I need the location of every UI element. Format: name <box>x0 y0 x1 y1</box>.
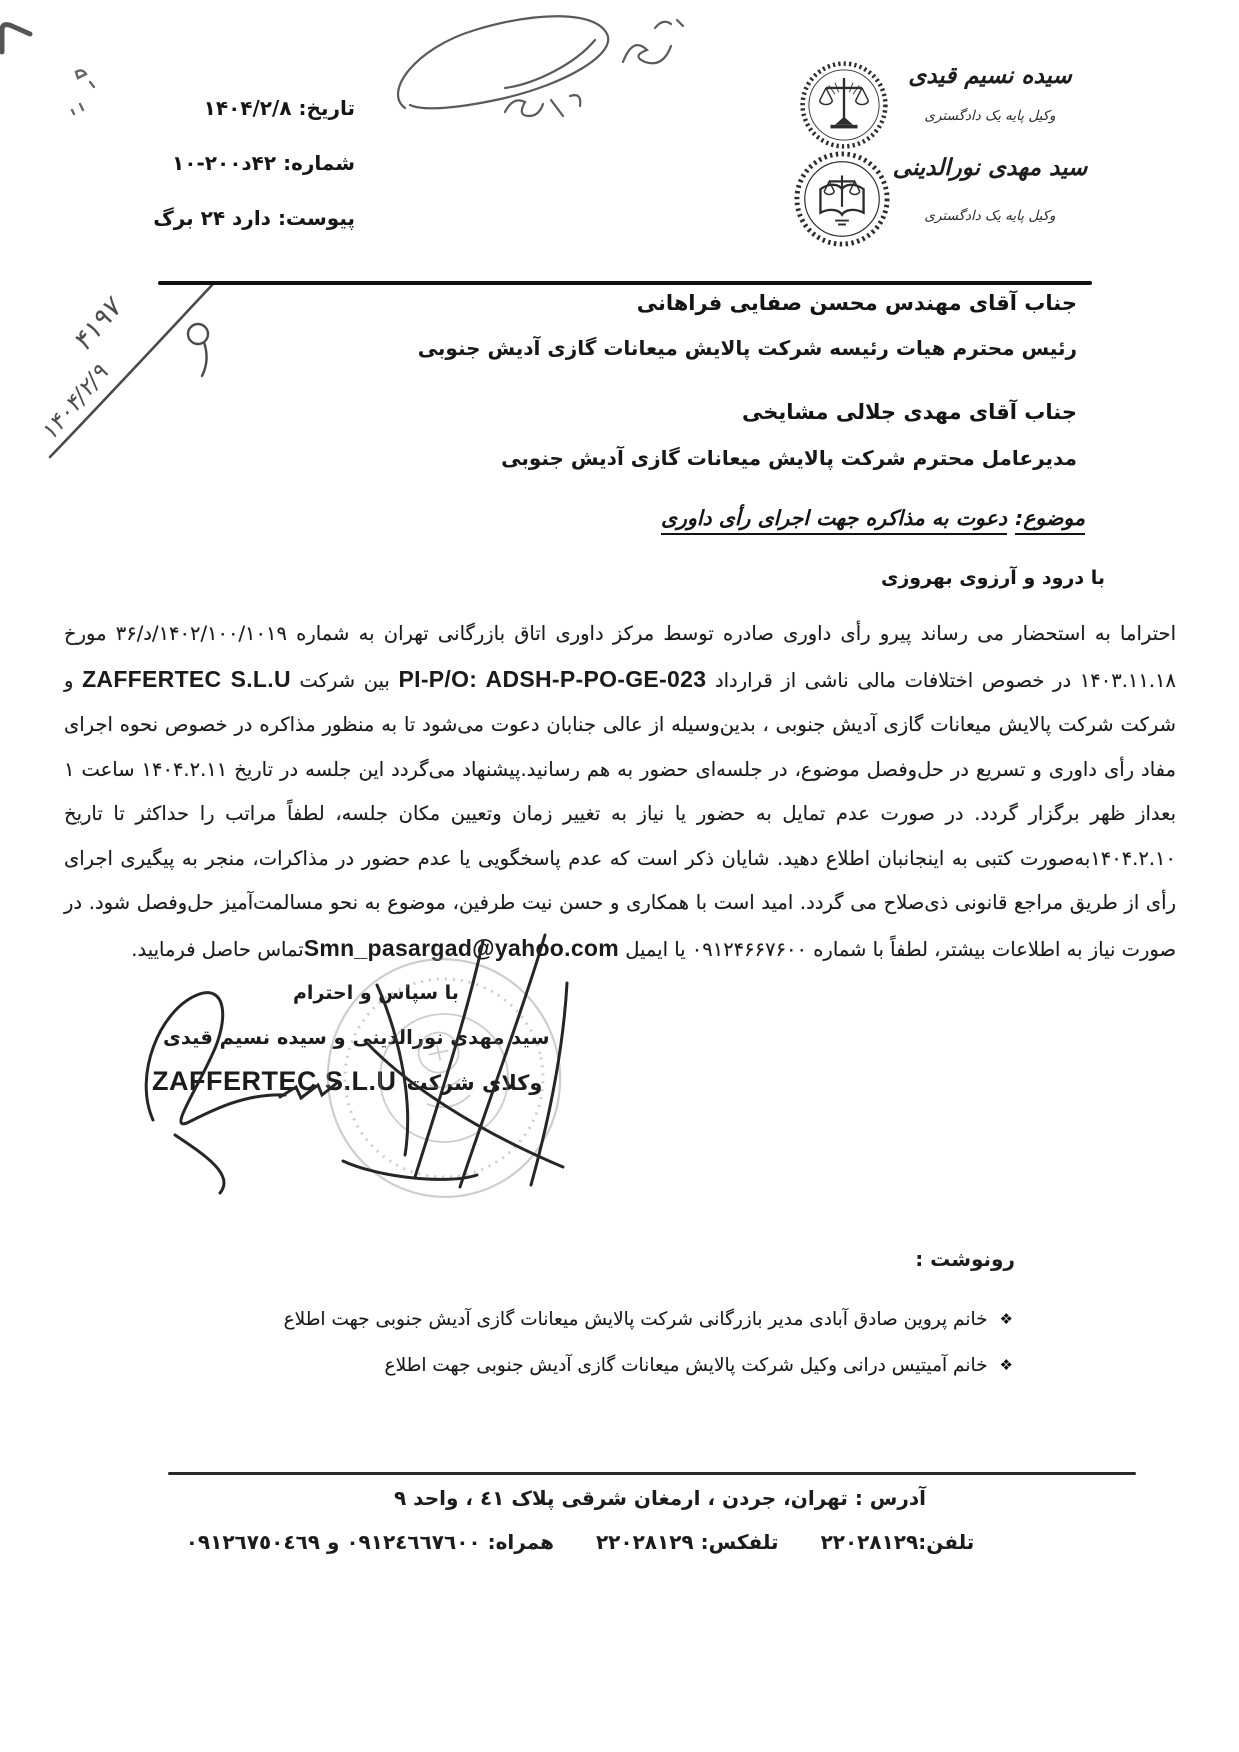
attachment-label: پیوست: <box>277 206 355 230</box>
handwritten-date: ۱۴۰۴/۲/۹ <box>36 360 114 446</box>
cc-list <box>284 1296 1013 1388</box>
diamond-bullet-icon: ❖ <box>999 1310 1013 1328</box>
bar-association-emblem-icon <box>799 60 889 150</box>
footer-mobile: همراه: ٠٩١٢٤٦٦٧٦٠٠ و ٠٩١٢٦٧٥٠٤٦٩ <box>185 1530 554 1554</box>
cc-item-text: خانم آمیتیس درانی وکیل شرکت پالایش میعانات گازی آدیش جنوبی جهت اطلاع <box>384 1354 988 1376</box>
handwritten-registration-annotation <box>8 262 248 492</box>
diamond-bullet-icon: ❖ <box>999 1356 1013 1374</box>
footer-phone: تلفن:٢٢٠٢٨١٢٩ <box>820 1530 975 1554</box>
number-value: ۴۲د۲۰۰-۱۰ <box>172 151 277 175</box>
subject-text: دعوت به مذاکره جهت اجرای رأی داوری <box>661 506 1007 530</box>
footer-phones <box>80 1530 1080 1554</box>
body-latin-run: Smn_pasargad@yahoo.com <box>303 934 620 961</box>
recipient1-title: رئیس محترم هیات رئیسه شرکت پالایش میعانات گازی آدیش جنوبی <box>417 336 1077 360</box>
ink-specks <box>70 66 110 116</box>
signature-names: سید مهدی نورالدینی و سیده نسیم قیدی <box>163 1026 550 1049</box>
cc-label: رونوشت : <box>915 1247 1015 1271</box>
footer-address: آدرس : تهران، جردن ، ارمغان شرقی پلاک ٤١ ، واحد ٩ <box>393 1486 927 1510</box>
subject-line <box>661 506 1085 530</box>
lawyer2-title: وکیل پایه یک دادگستری <box>924 208 1056 224</box>
cc-item <box>284 1342 1013 1388</box>
handwritten-signatures <box>115 925 615 1220</box>
number-field <box>172 151 355 175</box>
lawyer2-name: سید مهدی نورالدینی <box>892 154 1088 181</box>
handwritten-note-scribble <box>355 0 695 130</box>
cc-item <box>284 1296 1013 1342</box>
handwritten-number: ۴۱۹۷ <box>66 293 128 358</box>
body-persian-run: و شرکت شرکت پالایش میعانات گازی آدیش جنوبی ، بدین‌وسیله از عالی جنابان دعوت می‌شود تا به منظور مذاکره در خصوص نحوه اجرای مفاد رأی داوری و تسریع در حل‌وفصل موضوع، در جلسه‌ای حضور به هم رسانید.پیشنهاد می‌گردد این جلسه در تاریخ ۱۴۰۴.۲.۱۱ ساعت ۱ بعداز ظهر برگزار گردد. در صورت عدم تمایل به حضور یا نیاز به تغییر زمان وتعیین مکان جلسه، لطفاً مراتب را حداکثر تا تاریخ ۱۴۰۴.۲.۱۰به‌صورت کتبی به اینجانبان اطلاع دهید. شایان ذکر است که عدم پاسخگویی یا عدم حضور در مذاکرات، منجر به پیگیری اجرای رأی از طریق مراجع قانونی ذی‌صلاح می گردد. امید است با همکاری و حسن نیت طرفین، موضوع به نحو مسالمت‌آمیز حل‌وفصل شود. در صورت نیاز به اطلاعات بیشتر، لطفاً با شماره ۰۹۱۲۴۶۶۷۶۰۰ یا ایمیل <box>64 668 1176 961</box>
body-latin-run: PI-P/O: ADSH-P-PO-GE-023 <box>398 665 707 692</box>
letter-body <box>64 612 1176 972</box>
body-persian-run: بین شرکت <box>290 668 399 692</box>
cc-item-text: خانم پروین صادق آبادی مدیر بازرگانی شرکت پالایش میعانات گازی آدیش جنوبی جهت اطلاع <box>283 1308 988 1330</box>
signature-company-prefix: وکلای شرکت <box>406 1071 543 1095</box>
recipient2-name: جناب آقای مهدی جلالی مشایخی <box>742 400 1077 424</box>
justice-scales-book-emblem-icon <box>793 150 891 248</box>
lawyer1-title: وکیل پایه یک دادگستری <box>924 108 1056 124</box>
attachment-field <box>153 206 355 230</box>
footer-divider <box>168 1472 1136 1475</box>
recipient1-name: جناب آقای مهندس محسن صفایی فراهانی <box>636 291 1077 315</box>
number-label: شماره: <box>283 151 355 175</box>
body-persian-run: احتراما به استحضار می رساند پیرو رأی داوری صادره توسط مرکز داوری اتاق بازرگانی تهران به شماره ۱۴۰۲/۱۰۰/۱۰۱۹/د/۳۶ مورخ ۱۴۰۳.۱۱.۱۸ در خصوص اختلافات مالی ناشی از قرارداد <box>64 622 1176 692</box>
signature-company-name: ZAFFERTEC S.L.U <box>152 1066 397 1096</box>
footer-fax: تلفکس: ٢٢٠٢٨١٢٩ <box>595 1530 779 1554</box>
body-latin-run: ZAFFERTEC S.L.U <box>82 665 291 692</box>
date-field <box>204 96 355 120</box>
greeting-line: با درود و آرزوی بهروزی <box>880 567 1105 589</box>
date-value: ۱۴۰۴/۲/۸ <box>203 96 292 120</box>
lawyer1-name: سیده نسیم قیدی <box>908 62 1072 89</box>
subject-label: موضوع: <box>1015 506 1085 530</box>
scan-corner-artifact <box>0 8 60 68</box>
signature-closing: با سپاس و احترام <box>293 982 459 1004</box>
date-label: تاریخ: <box>298 96 355 120</box>
header-divider <box>158 281 1092 285</box>
body-persian-run: تماس حاصل فرمایید. <box>131 937 304 961</box>
handwritten-slash <box>8 262 248 492</box>
recipient2-title: مدیرعامل محترم شرکت پالایش میعانات گازی آدیش جنوبی <box>501 446 1077 470</box>
attachment-value: دارد ۲۴ برگ <box>153 206 271 230</box>
